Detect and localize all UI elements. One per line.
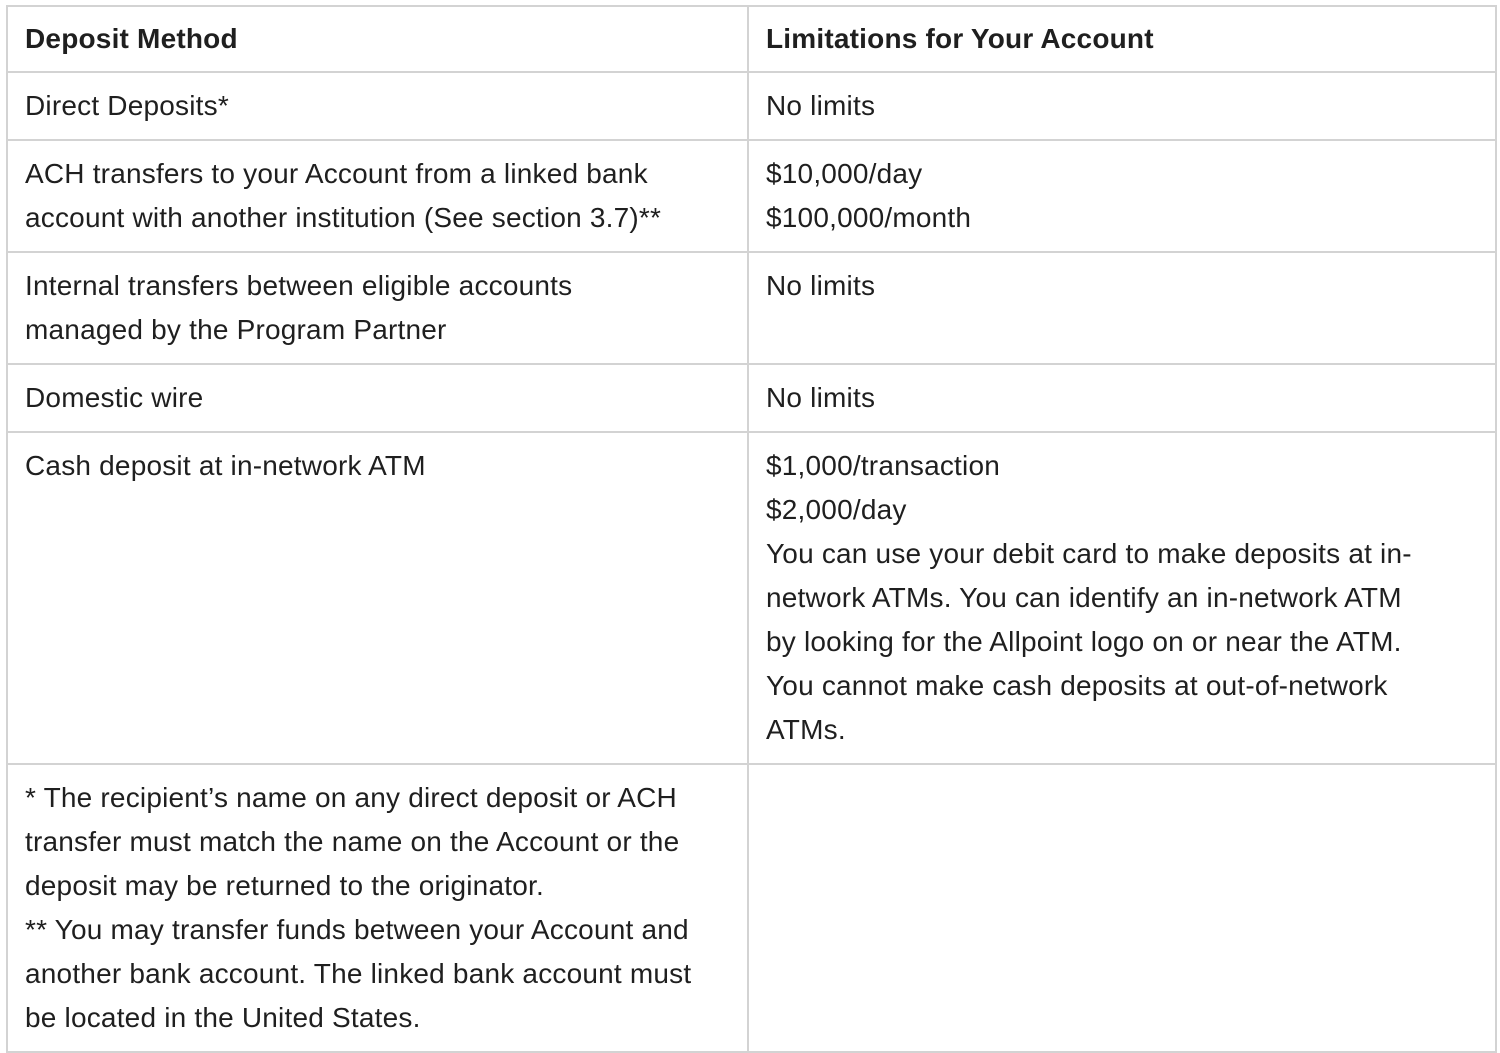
deposit-method-cell — [7, 432, 748, 764]
footnote-line: be located in the United States. — [25, 1002, 421, 1033]
limitation-cell — [748, 432, 1496, 764]
cell-line: You cannot make cash deposits at out-of-network — [766, 670, 1388, 701]
cell-line: ACH transfers to your Account from a linked bank — [25, 158, 648, 189]
footnote-line: deposit may be returned to the originator. — [25, 870, 544, 901]
header-deposit-method: Deposit Method — [7, 6, 748, 72]
header-limitations: Limitations for Your Account — [748, 6, 1496, 72]
cell-line: $100,000/month — [766, 202, 972, 233]
cell-line: by looking for the Allpoint logo on or near the ATM. — [766, 626, 1402, 657]
deposit-method-cell — [7, 364, 748, 432]
cell-line: No limits — [766, 382, 876, 413]
cell-line: managed by the Program Partner — [25, 314, 447, 345]
cell-line: You can use your debit card to make deposits at in- — [766, 538, 1412, 569]
footnotes-row — [7, 764, 1496, 1052]
footnote-line: another bank account. The linked bank account must — [25, 958, 692, 989]
cell-line: account with another institution (See section 3.7)** — [25, 202, 662, 233]
limitation-cell — [748, 364, 1496, 432]
limitation-cell — [748, 140, 1496, 252]
cell-line: No limits — [766, 90, 876, 121]
cell-line: $1,000/transaction — [766, 450, 1000, 481]
cell-line: Direct Deposits* — [25, 90, 229, 121]
footnote-line: * The recipient’s name on any direct deposit or ACH — [25, 782, 677, 813]
deposit-method-cell — [7, 252, 748, 364]
cell-line: ATMs. — [766, 714, 846, 745]
deposit-limits-table — [6, 5, 1497, 1053]
table-row — [7, 72, 1496, 140]
deposit-method-cell — [7, 72, 748, 140]
footnotes-cell — [7, 764, 748, 1052]
cell-line: Domestic wire — [25, 382, 204, 413]
cell-line: Cash deposit at in-network ATM — [25, 450, 426, 481]
limitation-cell — [748, 72, 1496, 140]
cell-line: No limits — [766, 270, 876, 301]
limitation-cell — [748, 252, 1496, 364]
footnote-line: ** You may transfer funds between your Account and — [25, 914, 689, 945]
table-row — [7, 140, 1496, 252]
table-header-row — [7, 6, 1496, 72]
table-row — [7, 432, 1496, 764]
footnote-line: transfer must match the name on the Account or the — [25, 826, 680, 857]
table-row — [7, 252, 1496, 364]
cell-line: $2,000/day — [766, 494, 907, 525]
cell-line: Internal transfers between eligible accounts — [25, 270, 573, 301]
empty-cell — [748, 764, 1496, 1052]
table-row — [7, 364, 1496, 432]
cell-line: network ATMs. You can identify an in-network ATM — [766, 582, 1402, 613]
cell-line: $10,000/day — [766, 158, 923, 189]
deposit-method-cell — [7, 140, 748, 252]
